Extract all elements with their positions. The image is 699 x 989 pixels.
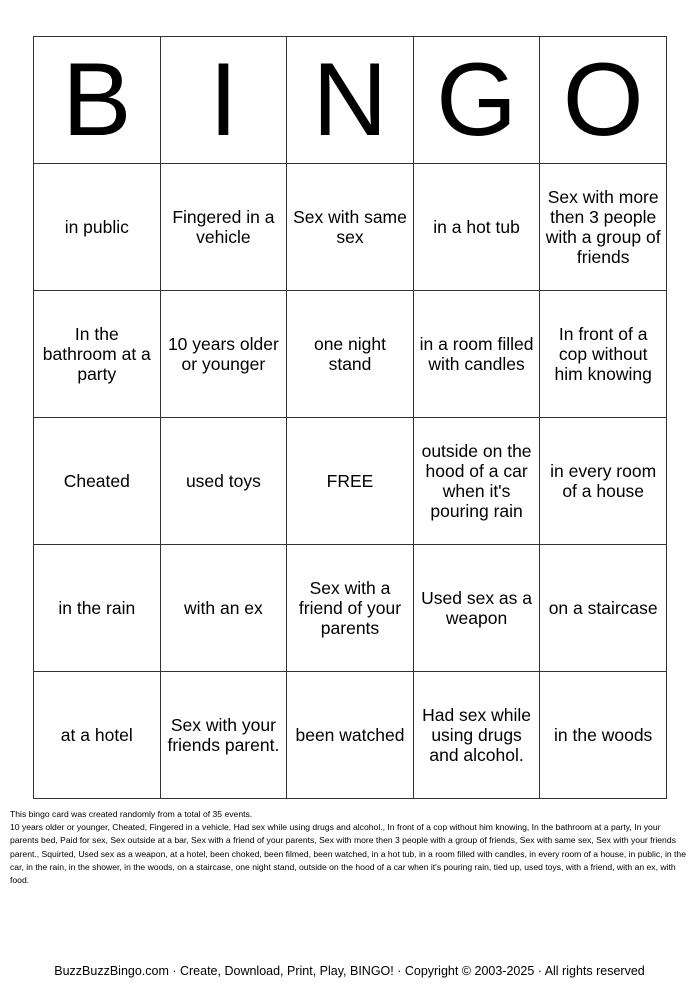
bingo-row bbox=[34, 291, 667, 418]
header-letter-b: B bbox=[34, 37, 161, 164]
bingo-card bbox=[33, 36, 667, 799]
bingo-header-row bbox=[34, 37, 667, 164]
bingo-cell: in every room of a house bbox=[540, 418, 667, 545]
bingo-row bbox=[34, 418, 667, 545]
bingo-cell: in a hot tub bbox=[413, 164, 540, 291]
bingo-row bbox=[34, 164, 667, 291]
copyright-footer: BuzzBuzzBingo.com · Create, Download, Print, Play, BINGO! · Copyright © 2003-2025 · All rights reserved bbox=[54, 964, 645, 978]
bingo-cell: one night stand bbox=[287, 291, 414, 418]
bingo-cell: Cheated bbox=[34, 418, 161, 545]
bingo-cell: on a staircase bbox=[540, 545, 667, 672]
bingo-row bbox=[34, 545, 667, 672]
bingo-cell: been watched bbox=[287, 672, 414, 799]
bingo-cell: in a room filled with candles bbox=[413, 291, 540, 418]
header-letter-i: I bbox=[160, 37, 287, 164]
event-list-footnote bbox=[10, 808, 690, 887]
footnote-events: 10 years older or younger, Cheated, Fingered in a vehicle, Had sex while using drugs and alcohol., In front of a cop without him knowing, In the bathroom at a party, In your parents bed, Paid for sex, Sex outside at a bar, Sex with a friend of your parents, Sex with more then 3 people with a group of friends, Sex with same sex, Sex with your friends parent., Squirted, Used sex as a weapon, at a hotel, been choked, been filmed, been watched, in a hot tub, in a room filled with candles, in every room of a house, in public, in the car, in the rain, in the shower, in the woods, on a staircase, one night stand, outside on the hood of a car when it's pouring rain, tied up, used toys, with a friend, with an ex, with food. bbox=[10, 822, 686, 886]
free-space-cell: FREE bbox=[287, 418, 414, 545]
bingo-cell: In front of a cop without him knowing bbox=[540, 291, 667, 418]
bingo-cell: Sex with same sex bbox=[287, 164, 414, 291]
bingo-cell: Used sex as a weapon bbox=[413, 545, 540, 672]
bingo-cell: used toys bbox=[160, 418, 287, 545]
header-letter-o: O bbox=[540, 37, 667, 164]
bingo-cell: outside on the hood of a car when it's pouring rain bbox=[413, 418, 540, 545]
bingo-row bbox=[34, 672, 667, 799]
header-letter-n: N bbox=[287, 37, 414, 164]
bingo-cell: in the woods bbox=[540, 672, 667, 799]
bingo-cell: in the rain bbox=[34, 545, 161, 672]
bingo-cell: 10 years older or younger bbox=[160, 291, 287, 418]
header-letter-g: G bbox=[413, 37, 540, 164]
bingo-cell: Sex with a friend of your parents bbox=[287, 545, 414, 672]
footnote-intro: This bingo card was created randomly from a total of 35 events. bbox=[10, 809, 253, 819]
bingo-cell: in public bbox=[34, 164, 161, 291]
bingo-cell: at a hotel bbox=[34, 672, 161, 799]
bingo-cell: In the bathroom at a party bbox=[34, 291, 161, 418]
bingo-cell: Fingered in a vehicle bbox=[160, 164, 287, 291]
bingo-cell: with an ex bbox=[160, 545, 287, 672]
bingo-cell: Sex with more then 3 people with a group of friends bbox=[540, 164, 667, 291]
bingo-cell: Sex with your friends parent. bbox=[160, 672, 287, 799]
bingo-cell: Had sex while using drugs and alcohol. bbox=[413, 672, 540, 799]
